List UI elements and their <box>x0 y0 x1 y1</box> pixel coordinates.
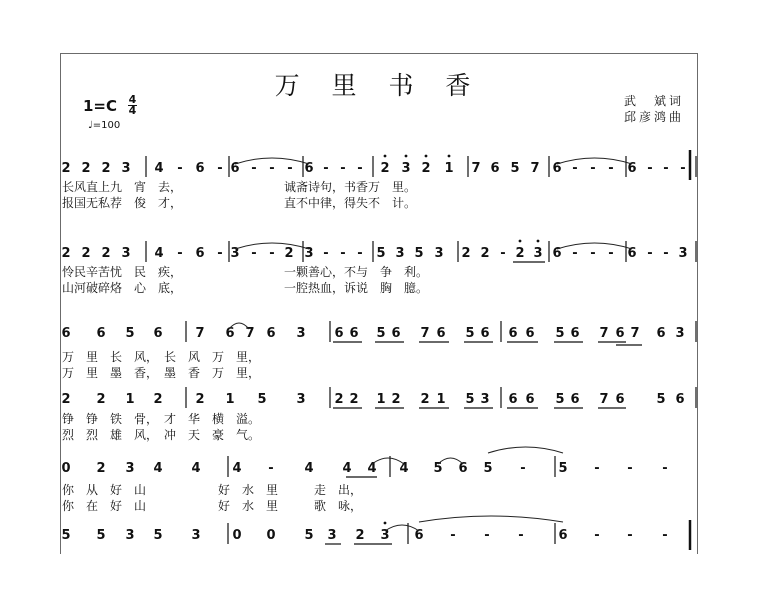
note-1-9: - <box>251 246 257 261</box>
note-1-7: - <box>217 246 223 261</box>
note-0-21: 6 <box>490 161 500 176</box>
note-2-8: 3 <box>296 326 306 341</box>
note-0-5: - <box>177 161 183 176</box>
note-3-22: 5 <box>656 392 666 407</box>
note-1-24: 3 <box>533 246 543 261</box>
lyric-line-4-1: 你 在 好 山 好 水 里 歌 咏， <box>62 499 363 513</box>
note-5-17: - <box>627 528 633 543</box>
note-2-10: 6 <box>349 326 359 341</box>
note-1-30: - <box>647 246 653 261</box>
note-0-29: - <box>647 161 653 176</box>
note-3-19: 6 <box>570 392 580 407</box>
note-1-27: - <box>590 246 596 261</box>
note-1-31: - <box>663 246 669 261</box>
note-4-14: - <box>520 461 526 476</box>
note-0-28: 6 <box>627 161 637 176</box>
note-5-8: 3 <box>327 528 337 543</box>
note-4-0: 0 <box>61 461 71 476</box>
note-4-6: - <box>268 461 274 476</box>
note-3-5: 1 <box>225 392 235 407</box>
key-signature: 1=C <box>83 97 118 115</box>
note-1-23: 2 <box>515 246 525 261</box>
high-octave-dot <box>448 155 451 158</box>
note-0-22: 5 <box>510 161 520 176</box>
note-1-32: 3 <box>678 246 688 261</box>
note-2-0: 6 <box>61 326 71 341</box>
note-1-6: 6 <box>195 246 205 261</box>
tie-slur <box>488 447 563 453</box>
note-5-16: - <box>594 528 600 543</box>
note-1-26: - <box>572 246 578 261</box>
note-1-19: 3 <box>434 246 444 261</box>
note-5-11: 6 <box>414 528 424 543</box>
note-3-23: 6 <box>675 392 685 407</box>
note-5-13: - <box>484 528 490 543</box>
note-1-13: - <box>323 246 329 261</box>
note-2-13: 7 <box>420 326 430 341</box>
note-4-9: 4 <box>367 461 377 476</box>
lyric-line-2-0: 万 里 长 风， 长 风 万 里， <box>62 350 261 364</box>
high-octave-dot <box>405 155 408 158</box>
note-0-17: 3 <box>401 161 411 176</box>
note-4-11: 5 <box>433 461 443 476</box>
note-1-11: 2 <box>284 246 294 261</box>
note-0-9: - <box>251 161 257 176</box>
note-3-9: 2 <box>349 392 359 407</box>
note-2-21: 7 <box>599 326 609 341</box>
note-0-15: - <box>357 161 363 176</box>
note-2-25: 3 <box>675 326 685 341</box>
time-signature-top: 4 <box>128 93 137 106</box>
note-2-19: 5 <box>555 326 565 341</box>
lyric-line-1-1: 山河破碎烙 心 底， 一腔热血，诉说 胸 臆。 <box>62 281 429 295</box>
note-2-16: 6 <box>480 326 490 341</box>
note-3-0: 2 <box>61 392 71 407</box>
note-0-2: 2 <box>101 161 111 176</box>
note-1-14: - <box>340 246 346 261</box>
note-1-8: 3 <box>230 246 240 261</box>
note-0-14: - <box>340 161 346 176</box>
note-2-24: 6 <box>656 326 666 341</box>
tie-slur <box>419 516 563 522</box>
note-4-12: 6 <box>458 461 468 476</box>
note-4-1: 2 <box>96 461 106 476</box>
note-4-7: 4 <box>304 461 314 476</box>
high-octave-dot <box>384 155 387 158</box>
note-0-19: 1 <box>444 161 454 176</box>
note-4-17: - <box>627 461 633 476</box>
note-3-20: 7 <box>599 392 609 407</box>
note-1-10: - <box>269 246 275 261</box>
high-octave-dot <box>384 522 387 525</box>
note-0-24: 6 <box>552 161 562 176</box>
note-0-0: 2 <box>61 161 71 176</box>
note-2-18: 6 <box>525 326 535 341</box>
note-2-7: 6 <box>266 326 276 341</box>
lyric-line-0-0: 长风直上九 宵 去， 诚斋诗句，书香万 里。 <box>62 180 417 194</box>
note-3-14: 5 <box>465 392 475 407</box>
note-0-18: 2 <box>421 161 431 176</box>
note-5-15: 6 <box>558 528 568 543</box>
note-2-12: 6 <box>391 326 401 341</box>
note-5-1: 5 <box>96 528 106 543</box>
note-1-21: 2 <box>480 246 490 261</box>
note-1-5: - <box>177 246 183 261</box>
note-1-3: 3 <box>121 246 131 261</box>
note-5-6: 0 <box>266 528 276 543</box>
note-5-10: 3 <box>380 528 390 543</box>
note-2-15: 5 <box>465 326 475 341</box>
note-3-1: 2 <box>96 392 106 407</box>
note-0-31: - <box>680 161 686 176</box>
note-1-0: 2 <box>61 246 71 261</box>
note-3-12: 2 <box>420 392 430 407</box>
note-1-17: 3 <box>395 246 405 261</box>
note-2-5: 6 <box>225 326 235 341</box>
note-1-28: - <box>608 246 614 261</box>
note-5-14: - <box>518 528 524 543</box>
note-1-16: 5 <box>376 246 386 261</box>
note-0-4: 4 <box>154 161 164 176</box>
note-0-25: - <box>572 161 578 176</box>
note-3-17: 6 <box>525 392 535 407</box>
note-4-16: - <box>594 461 600 476</box>
note-2-4: 7 <box>195 326 205 341</box>
high-octave-dot <box>425 155 428 158</box>
note-0-23: 7 <box>530 161 540 176</box>
note-0-20: 7 <box>471 161 481 176</box>
note-4-15: 5 <box>558 461 568 476</box>
note-3-16: 6 <box>508 392 518 407</box>
note-0-13: - <box>323 161 329 176</box>
note-2-11: 5 <box>376 326 386 341</box>
note-4-5: 4 <box>232 461 242 476</box>
note-0-1: 2 <box>81 161 91 176</box>
note-5-5: 0 <box>232 528 242 543</box>
note-2-1: 6 <box>96 326 106 341</box>
note-0-16: 2 <box>380 161 390 176</box>
note-2-6: 7 <box>245 326 255 341</box>
note-5-4: 3 <box>191 528 201 543</box>
note-0-11: - <box>287 161 293 176</box>
high-octave-dot <box>519 240 522 243</box>
note-1-4: 4 <box>154 246 164 261</box>
note-0-6: 6 <box>195 161 205 176</box>
note-3-21: 6 <box>615 392 625 407</box>
note-0-27: - <box>608 161 614 176</box>
note-3-15: 3 <box>480 392 490 407</box>
note-2-2: 5 <box>125 326 135 341</box>
note-4-3: 4 <box>153 461 163 476</box>
note-2-9: 6 <box>334 326 344 341</box>
note-3-6: 5 <box>257 392 267 407</box>
note-5-0: 5 <box>61 528 71 543</box>
note-1-18: 5 <box>414 246 424 261</box>
note-0-12: 6 <box>304 161 314 176</box>
note-0-7: - <box>217 161 223 176</box>
lyric-line-4-0: 你 从 好 山 好 水 里 走 出， <box>62 483 363 497</box>
note-1-12: 3 <box>304 246 314 261</box>
note-4-4: 4 <box>191 461 201 476</box>
note-2-22: 6 <box>615 326 625 341</box>
note-5-12: - <box>450 528 456 543</box>
note-0-3: 3 <box>121 161 131 176</box>
note-4-8: 4 <box>342 461 352 476</box>
composer-credit: 邱彦鸿曲 <box>624 110 685 124</box>
note-4-2: 3 <box>125 461 135 476</box>
lyricist-credit: 武 斌词 <box>624 94 685 108</box>
note-1-2: 2 <box>101 246 111 261</box>
note-3-18: 5 <box>555 392 565 407</box>
note-3-3: 2 <box>153 392 163 407</box>
note-5-3: 5 <box>153 528 163 543</box>
lyric-line-3-1: 烈 烈 雄 风， 冲 天 豪 气。 <box>62 428 261 442</box>
tempo-marking: ♩=100 <box>88 120 121 131</box>
note-5-18: - <box>662 528 668 543</box>
note-2-3: 6 <box>153 326 163 341</box>
note-0-10: - <box>269 161 275 176</box>
note-2-17: 6 <box>508 326 518 341</box>
lyric-line-1-0: 怜民辛苦忧 民 疾， 一颗善心，不与 争 利。 <box>62 265 429 279</box>
note-5-9: 2 <box>355 528 365 543</box>
lyric-line-0-1: 报国无私荐 俊 才， 直不中律，得失不 计。 <box>62 196 417 210</box>
note-1-29: 6 <box>627 246 637 261</box>
note-1-20: 2 <box>461 246 471 261</box>
note-3-8: 2 <box>334 392 344 407</box>
note-3-10: 1 <box>376 392 386 407</box>
note-0-30: - <box>663 161 669 176</box>
note-4-18: - <box>662 461 668 476</box>
note-4-10: 4 <box>399 461 409 476</box>
note-1-22: - <box>500 246 506 261</box>
time-signature-bottom: 4 <box>128 104 137 117</box>
note-5-7: 5 <box>304 528 314 543</box>
lyric-line-3-0: 铮 铮 铁 骨， 才 华 横 溢。 <box>62 412 261 426</box>
note-0-8: 6 <box>230 161 240 176</box>
note-4-13: 5 <box>483 461 493 476</box>
note-2-23: 7 <box>630 326 640 341</box>
note-2-14: 6 <box>436 326 446 341</box>
note-3-4: 2 <box>195 392 205 407</box>
high-octave-dot <box>537 240 540 243</box>
note-1-15: - <box>357 246 363 261</box>
note-3-11: 2 <box>391 392 401 407</box>
lyric-line-2-1: 万 里 墨 香， 墨 香 万 里， <box>62 366 261 380</box>
note-5-2: 3 <box>125 528 135 543</box>
note-1-25: 6 <box>552 246 562 261</box>
note-1-1: 2 <box>81 246 91 261</box>
note-3-2: 1 <box>125 392 135 407</box>
note-3-7: 3 <box>296 392 306 407</box>
note-2-20: 6 <box>570 326 580 341</box>
note-0-26: - <box>590 161 596 176</box>
song-title: 万 里 书 香 <box>274 71 483 100</box>
note-3-13: 1 <box>436 392 446 407</box>
